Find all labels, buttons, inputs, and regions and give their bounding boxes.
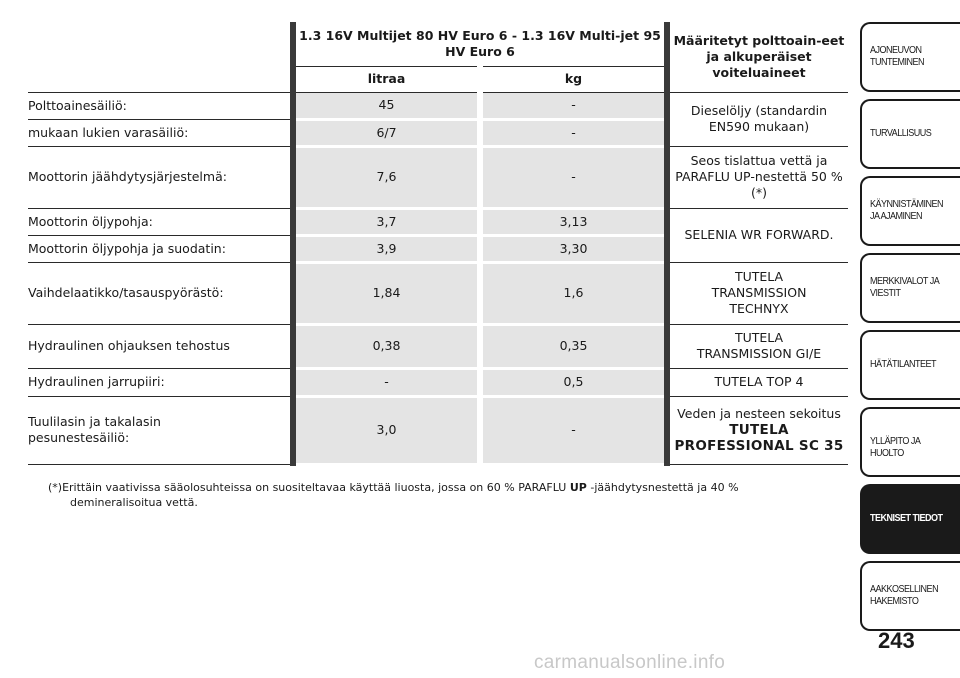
value-kg: -	[480, 146, 664, 208]
value-litres: 1,84	[296, 262, 480, 324]
page-number: 243	[878, 628, 915, 653]
table-row	[28, 146, 848, 208]
row-label: Moottorin jäähdytysjärjestelmä:	[28, 146, 290, 208]
value-litres: 6/7	[296, 119, 480, 146]
fluid-spec: TUTELA TOP 4	[670, 368, 848, 396]
row-label-line: pesunestesäiliö:	[28, 430, 130, 445]
row-label: Vaihdelaatikko/tasauspyörästö:	[28, 262, 290, 324]
watermark: carmanualsonline.info	[534, 652, 726, 673]
row-label: Hydraulinen jarrupiiri:	[28, 368, 290, 396]
fluid-spec: SELENIA WR FORWARD.	[670, 208, 848, 262]
row-label-line: Tuulilasin ja takalasin	[28, 414, 161, 429]
value-kg: 3,13	[480, 208, 664, 235]
value-kg: -	[480, 92, 664, 119]
fluid-spec: TUTELA TRANSMISSION TECHNYX	[670, 262, 848, 324]
table-row	[28, 368, 848, 396]
fluid-spec	[670, 396, 848, 464]
footnote-line: demineralisoitua vettä.	[70, 496, 198, 509]
row-label: Moottorin öljypohja:	[28, 208, 290, 235]
fluids-header: Määritetyt polttoain-eet ja alkuperäiset voiteluaineet	[673, 32, 845, 80]
tab-kaynnistaminen-ja-ajaminen[interactable]: KÄYNNISTÄMINEN JA AJAMINEN	[860, 176, 960, 246]
row-label: Polttoainesäiliö:	[28, 92, 290, 119]
row-label: mukaan lukien varasäiliö:	[28, 119, 290, 146]
value-litres: 3,7	[296, 208, 480, 235]
table-row	[28, 92, 848, 119]
capacities-table	[28, 22, 848, 466]
unit-kg-header: kg	[564, 71, 583, 86]
footnote	[48, 480, 808, 510]
fluid-spec: Seos tislattua vettä ja PARAFLU UP-nestettä 50 % (*)	[670, 146, 848, 208]
engine-header: 1.3 16V Multijet 80 HV Euro 6 - 1.3 16V Multi-jet 95 HV Euro 6	[296, 22, 664, 66]
row-label	[28, 396, 290, 464]
value-kg: -	[480, 396, 664, 464]
tab-turvallisuus[interactable]: TURVALLISUUS	[860, 99, 960, 169]
washer-prefix: Veden ja nesteen sekoitus	[677, 406, 841, 421]
row-label: Hydraulinen ohjauksen tehostus	[28, 324, 290, 368]
blank-header-cell	[28, 22, 290, 66]
chapter-tabs	[860, 22, 960, 638]
table-bottom-rule	[28, 464, 290, 466]
value-kg: 0,5	[480, 368, 664, 396]
tab-merkkivalot-ja-viestit[interactable]: MERKKIVALOT JA VIESTIT	[860, 253, 960, 323]
tab-ajoneuvon-tunteminen[interactable]: AJONEUVON TUNTEMINEN	[860, 22, 960, 92]
value-litres: -	[296, 368, 480, 396]
value-litres: 3,9	[296, 235, 480, 262]
value-litres: 7,6	[296, 146, 480, 208]
value-kg: 3,30	[480, 235, 664, 262]
fluid-spec: TUTELA TRANSMISSION GI/E	[670, 324, 848, 368]
table-row	[28, 396, 848, 464]
value-litres: 45	[296, 92, 480, 119]
tab-hatatilanteet[interactable]: HÄTÄTILANTEET	[860, 330, 960, 400]
table-row	[28, 324, 848, 368]
table-row	[28, 262, 848, 324]
fluid-spec: Dieselöljy (standardin EN590 mukaan)	[670, 92, 848, 146]
value-litres: 3,0	[296, 396, 480, 464]
blank-header-cell	[28, 66, 290, 92]
row-label: Moottorin öljypohja ja suodatin:	[28, 235, 290, 262]
value-kg: 1,6	[480, 262, 664, 324]
tab-tekniset-tiedot[interactable]: TEKNISET TIEDOT	[860, 484, 960, 554]
unit-litres-header: litraa	[296, 66, 480, 92]
table-row	[28, 208, 848, 235]
table-bottom-rule	[670, 464, 848, 466]
value-litres: 0,38	[296, 324, 480, 368]
value-kg: -	[480, 119, 664, 146]
washer-product: TUTELA PROFESSIONAL SC 35	[674, 422, 844, 454]
footnote-line: (*)Erittäin vaativissa sääolosuhteissa on suositeltavaa käyttää liuosta, jossa on 60 % PARAFLU UP -jäähdytysnestettä ja 40 %	[48, 481, 739, 494]
table-bottom-rule	[296, 464, 664, 466]
tab-aakkosellinen-hakemisto[interactable]: AAKKOSELLINEN HAKEMISTO	[860, 561, 960, 631]
tab-yllapito-ja-huolto[interactable]: YLLÄPITO JA HUOLTO	[860, 407, 960, 477]
value-kg: 0,35	[480, 324, 664, 368]
